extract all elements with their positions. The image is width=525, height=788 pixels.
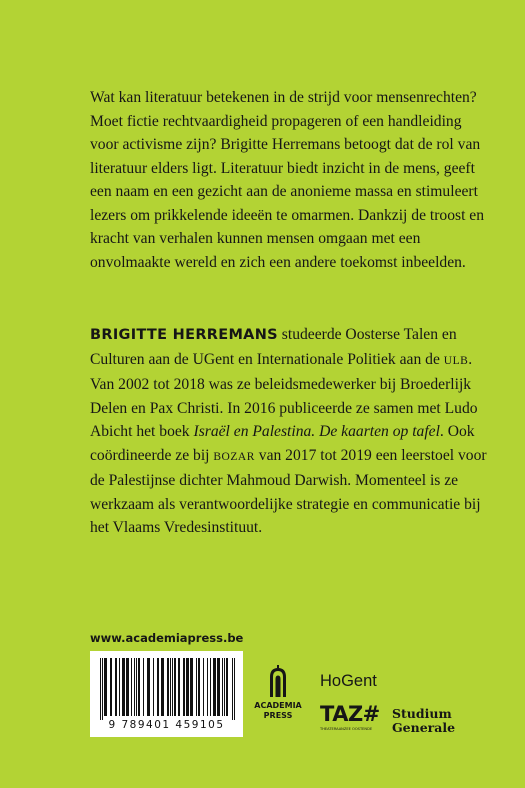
hogent-logo: HoGent	[320, 672, 377, 690]
academia-tower-icon	[266, 665, 290, 697]
isbn-number: 9 789401 459105	[108, 719, 225, 731]
bio-part-4: van 2017 tot 2019 een leerstoel voor de Palestijnse dichter Mahmoud Darwish. Momenteel is ze werkzaam als verantwoordelijke strategie en communicatie bij het Vlaams Vredesinstituut.	[90, 446, 487, 536]
bio-part-3: . Ook coördineerde ze bij	[90, 423, 475, 464]
taz-wordmark: TAZ#	[320, 702, 380, 726]
taz-subtitle: THEATERAANZEE OOSTENDE	[320, 727, 373, 731]
academia-press-logo	[252, 665, 304, 721]
author-name: BRIGITTE HERREMANS	[90, 327, 278, 343]
studium-line-2: Generale	[392, 720, 456, 735]
bio-bozar: BOZAR	[213, 450, 255, 463]
academia-line-1: ACADEMIA	[254, 701, 302, 710]
bio-part-1: studeerde Oosterse Talen en Culturen aan de UGent en Internationale Politiek aan de	[90, 326, 457, 368]
academia-line-2: PRESS	[263, 711, 293, 720]
taz-logo	[320, 702, 380, 731]
blurb-text: Wat kan literatuur betekenen in de strijd voor mensenrechten? Moet fictie rechtvaardigheid propageren of een handleiding voor activisme zijn? Brigitte Herremans betoogt dat de rol van literatuur elders ligt. Literatuur biedt inzicht in de mens, geeft een naam en een gezicht aan de anonieme massa en stimuleert lezers om prikkelende ideeën te omarmen. Dankzij de troost en kracht van verhalen kunnen mensen omgaan met een onvolmaakte wereld en zich een andere toekomst inbeelden.	[90, 89, 485, 271]
bio-ulb: ULB	[443, 354, 469, 367]
bio-part-2: . Van 2002 tot 2018 was ze beleidsmedewerker bij Broederlijk Delen en Pax Christi. In 2016 publiceerde ze samen met Ludo Abicht het boek	[90, 350, 478, 440]
author-bio	[90, 323, 490, 540]
studium-line-1: Studium	[392, 706, 452, 721]
bio-book-title: Israël en Palestina. De kaarten op tafel	[193, 423, 440, 440]
publisher-website[interactable]: www.academiapress.be	[90, 631, 244, 645]
isbn-barcode	[90, 651, 243, 737]
studium-generale-logo	[392, 707, 455, 735]
